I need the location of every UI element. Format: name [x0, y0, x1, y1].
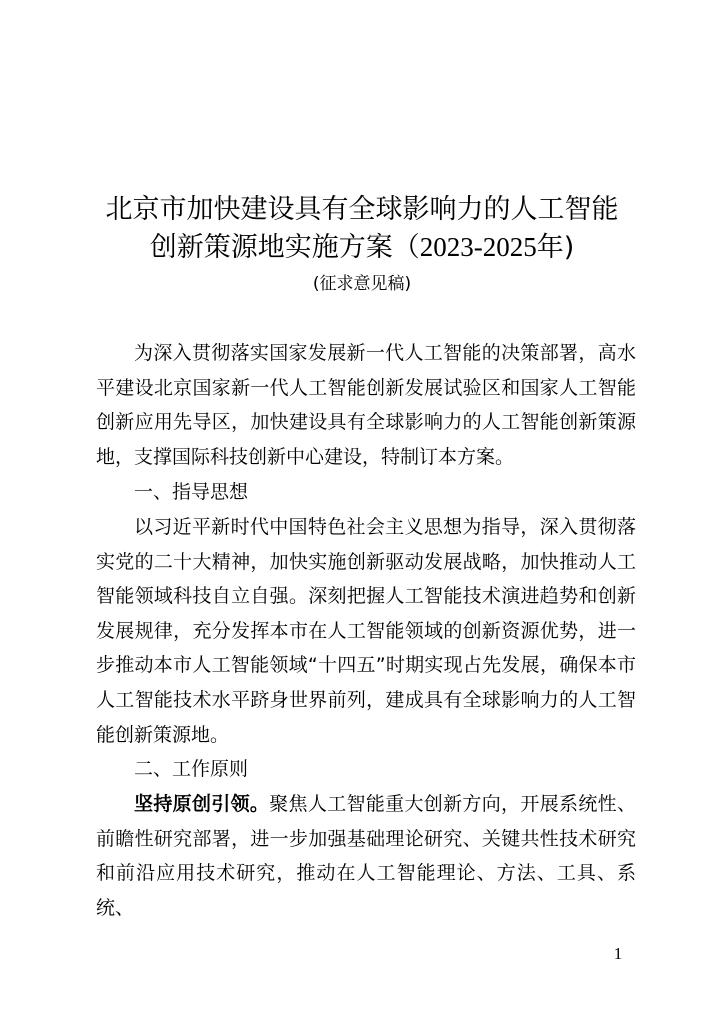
document-title-line1: 北京市加快建设具有全球影响力的人工智能 — [105, 194, 619, 225]
page-number: 1 — [613, 944, 623, 963]
principle-lead: 坚持原创引领。 — [134, 793, 270, 815]
principle-text: 聚焦人工智能重大创新方向，开展系统性、前瞻性研究部署，进一步加强基础理论研究、关键共性技术研究和前沿应用技术研究，推动在人工智能理论、方法、工具、系统、 — [96, 793, 636, 919]
paragraph-work-principles — [96, 787, 636, 925]
document-title-line2 — [0, 229, 724, 266]
paragraph-intro: 为深入贯彻落实国家发展新一代人工智能的决策部署，高水平建设北京国家新一代人工智能创新发展试验区和国家人工智能创新应用先导区，加快建设具有全球影响力的人工智能创新策源地，支撑国际科技创新中心建设，特制订本方案。 — [96, 342, 636, 468]
title-line2-suffix: 年) — [536, 232, 575, 263]
paragraph-guiding-ideology: 以习近平新时代中国特色社会主义思想为指导，深入贯彻落实党的二十大精神，加快实施创新驱动发展战略，加快推动人工智能领域科技自立自强。深刻把握人工智能技术演进趋势和创新发展规律，充分发挥本市在人工智能领域的创新资源优势，进一步推动本市人工智能领域“十四五”时期实现占先发展，确保本市人工智能技术水平跻身世界前列，建成具有全球影响力的人工智能创新策源地。 — [96, 516, 636, 746]
section-heading-work-principles: 二、工作原则 — [134, 758, 249, 780]
title-years: 2023-2025 — [419, 232, 537, 262]
section-heading-guiding-ideology: 一、指导思想 — [134, 481, 249, 503]
title-line2-prefix: 创新策源地实施方案（ — [149, 232, 420, 263]
document-subtitle: (征求意见稿) — [312, 274, 412, 294]
